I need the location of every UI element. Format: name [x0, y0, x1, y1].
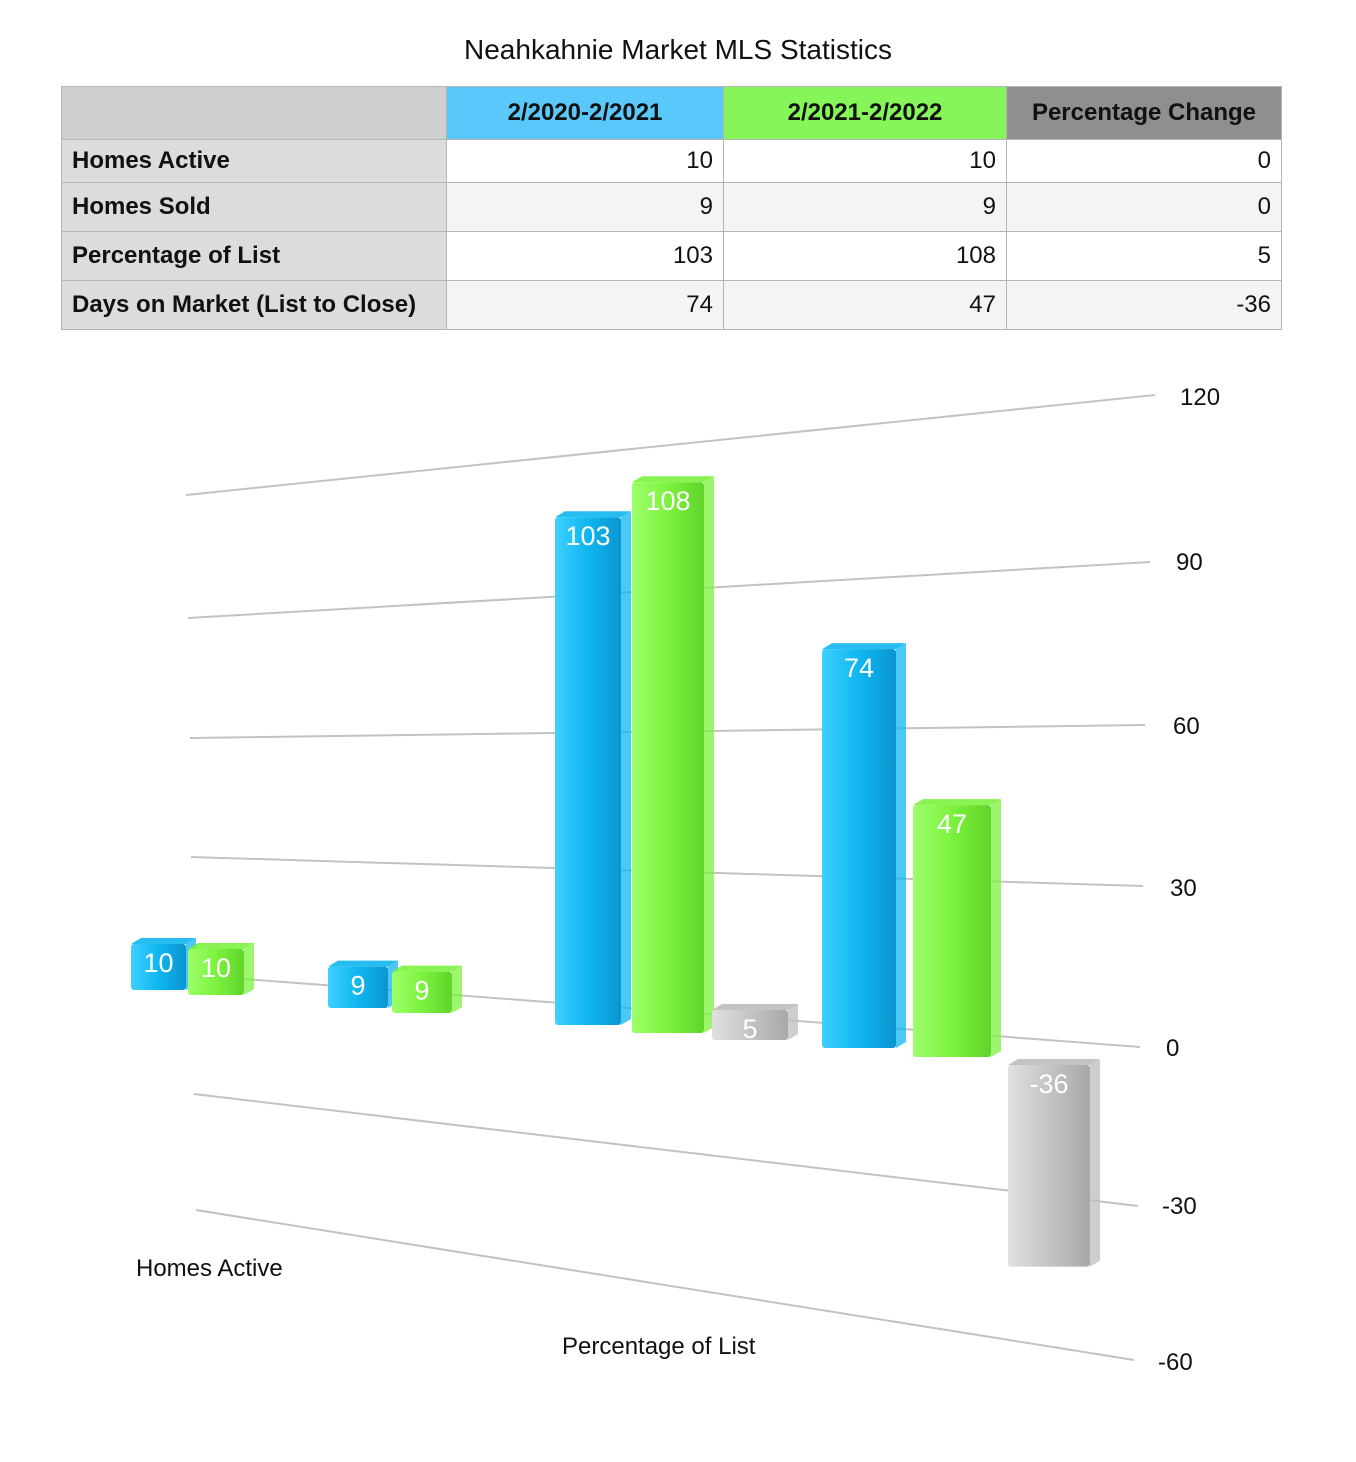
y-tick-label: 60 — [1173, 713, 1200, 740]
table-row — [62, 140, 1282, 183]
bar-2021-2022-side — [704, 476, 714, 1033]
bar-2020-2021-top — [822, 643, 906, 649]
cell-value: 0 — [1007, 140, 1282, 183]
cell-value: 74 — [447, 281, 724, 330]
cell-value: 9 — [724, 183, 1007, 232]
row-label: Homes Active — [62, 140, 447, 183]
bar-2020-2021-top — [328, 961, 398, 967]
cell-value: 0 — [1007, 183, 1282, 232]
table-row — [62, 232, 1282, 281]
bar-label-2020-2021: 74 — [843, 653, 875, 684]
row-label: Days on Market (List to Close) — [62, 281, 447, 330]
bar-label-2021-2022: 47 — [936, 809, 968, 840]
y-tick-label: 90 — [1176, 549, 1203, 576]
bar-percentage-change-top — [712, 1004, 798, 1010]
bar-label-2020-2021: 9 — [350, 970, 366, 1001]
row-label: Percentage of List — [62, 232, 447, 281]
bar-2021-2022-top — [392, 966, 462, 972]
statistics-table — [61, 86, 1282, 330]
cell-value: 103 — [447, 232, 724, 281]
bar-2021-2022-top — [188, 943, 254, 949]
bar-label-2021-2022: 9 — [414, 975, 430, 1006]
bar-2020-2021 — [822, 649, 896, 1048]
y-tick-label: 30 — [1170, 875, 1197, 902]
table-header-row — [62, 87, 1282, 140]
bar-2021-2022 — [913, 805, 991, 1057]
y-tick-label: -30 — [1162, 1193, 1197, 1220]
chart-title: Neahkahnie Market MLS Statistics — [464, 34, 892, 65]
bar-percentage-change-side — [1090, 1059, 1100, 1267]
table-header-blank — [62, 87, 447, 140]
bar-label-2020-2021: 10 — [143, 948, 174, 978]
y-tick-label: 120 — [1180, 384, 1221, 411]
bar-2021-2022-side — [452, 966, 462, 1013]
bar-label-2020-2021: 103 — [565, 521, 611, 552]
bar-2021-2022-side — [991, 799, 1001, 1057]
cell-value: 5 — [1007, 232, 1282, 281]
bar-label-2021-2022: 108 — [645, 486, 691, 517]
cell-value: -36 — [1007, 281, 1282, 330]
bar-2021-2022 — [632, 482, 704, 1033]
bar-2020-2021-side — [896, 643, 906, 1048]
table-row — [62, 183, 1282, 232]
table-header-2020: 2/2020-2/2021 — [447, 87, 724, 140]
bar-label-percentage-change: -36 — [1029, 1069, 1069, 1099]
table-row — [62, 281, 1282, 330]
table-header-2021: 2/2021-2/2022 — [724, 87, 1007, 140]
bar-2021-2022-top — [913, 799, 1001, 805]
cell-value: 9 — [447, 183, 724, 232]
bars — [131, 476, 1100, 1266]
bar-2021-2022-top — [632, 476, 714, 482]
bar-label-2021-2022: 10 — [200, 953, 232, 983]
cell-value: 47 — [724, 281, 1007, 330]
bar-percentage-change-side — [788, 1004, 798, 1040]
bar-percentage-change-top — [1008, 1059, 1100, 1065]
bar-2020-2021 — [555, 517, 621, 1025]
bar-2021-2022-side — [244, 943, 254, 995]
cell-value: 10 — [447, 140, 724, 183]
x-category-label: Percentage of List — [562, 1333, 756, 1360]
y-tick-label: -60 — [1158, 1349, 1193, 1376]
cell-value: 108 — [724, 232, 1007, 281]
bar-2020-2021-top — [555, 511, 631, 517]
cell-value: 10 — [724, 140, 1007, 183]
bar-chart-3d — [0, 360, 1356, 1420]
bar-label-percentage-change: 5 — [742, 1014, 758, 1044]
x-category-label: Homes Active — [136, 1255, 283, 1282]
row-label: Homes Sold — [62, 183, 447, 232]
y-tick-label: 0 — [1166, 1035, 1180, 1062]
gridline — [194, 1094, 1138, 1206]
table-header-change: Percentage Change — [1007, 87, 1282, 140]
bar-2020-2021-top — [131, 938, 196, 944]
bar-2020-2021-side — [621, 511, 631, 1025]
